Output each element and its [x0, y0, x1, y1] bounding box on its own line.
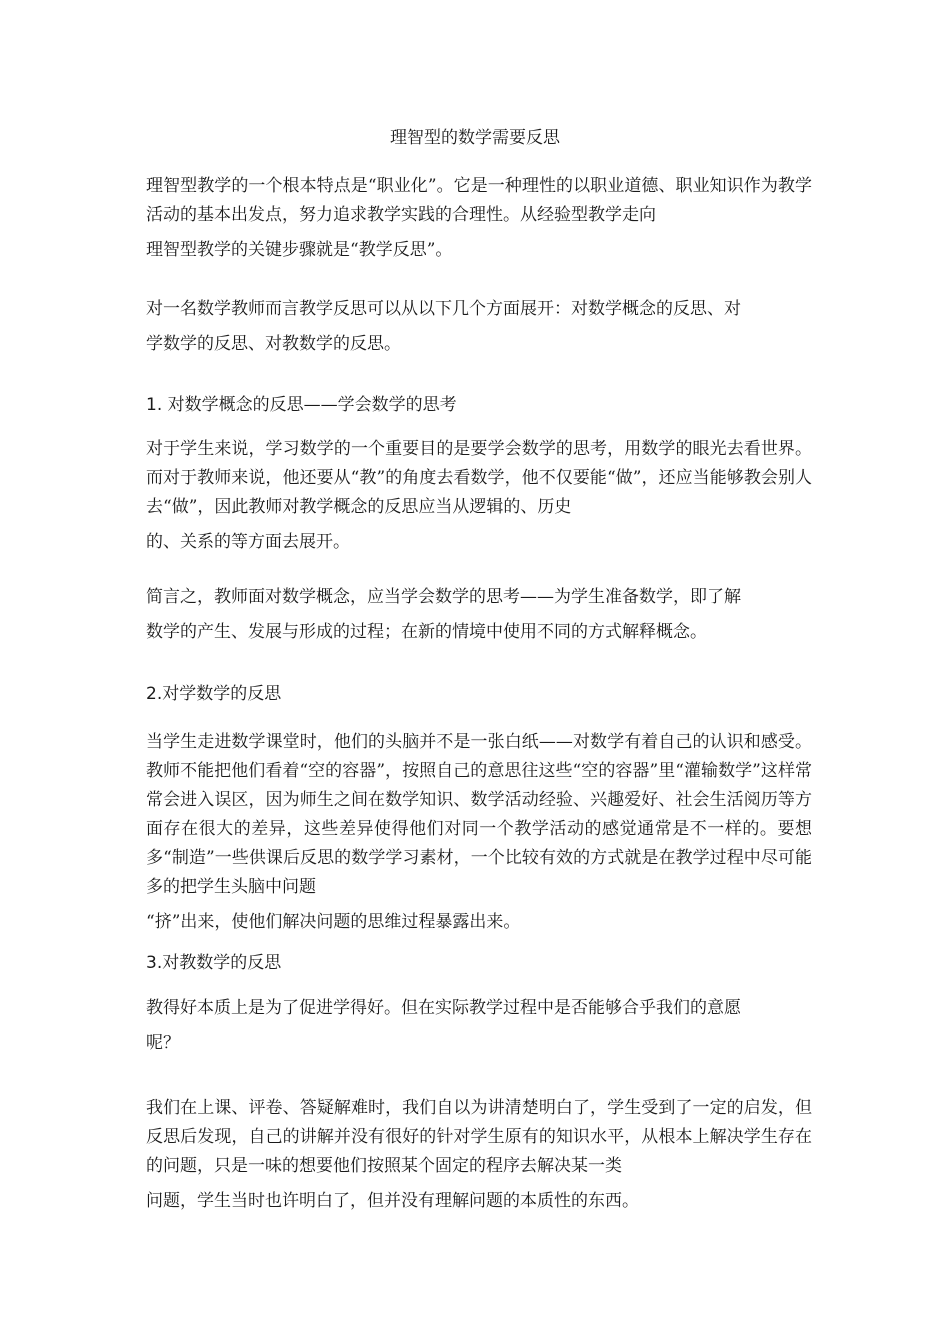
section-3-paragraph-1-last-line: 呢？: [146, 1033, 180, 1053]
section-1-paragraph-2-last-line: 数学的产生、发展与形成的过程；在新的情境中使用不同的方式解释概念。: [146, 622, 707, 642]
section-1-paragraph-2-text: 简言之，教师面对数学概念，应当学会数学的思考——为学生准备数学，即了解: [146, 587, 741, 607]
section-1-paragraph-1-text: 对于学生来说，学习数学的一个重要目的是要学会数学的思考，用数学的眼光去看世界。而对于教师来说，他还要从“教”的角度去看数学，他不仅要能“做”，还应当能够教会别人去“做”，因此教师对教学概念的反思应当从逻辑的、历史: [146, 439, 812, 517]
section-2-title: 对学数学的反思: [162, 684, 282, 704]
section-3-paragraph-1-text: 教得好本质上是为了促进学得好。但在实际教学过程中是否能够合乎我们的意愿: [146, 998, 741, 1018]
intro-text: 理智型教学的一个根本特点是“职业化”。它是一种理性的以职业道德、职业知识作为教学活动的基本出发点，努力追求教学实践的合理性。从经验型教学走向: [146, 176, 812, 225]
section-3-heading: [146, 951, 812, 975]
overview-last-line: 学数学的反思、对教数学的反思。: [146, 334, 401, 354]
section-3-paragraph-2: [146, 1094, 812, 1216]
section-2-heading: [146, 682, 812, 706]
section-3-paragraph-2-last-line: 问题，学生当时也许明白了，但并没有理解问题的本质性的东西。: [146, 1191, 639, 1211]
section-1-title: 对数学概念的反思——学会数学的思考: [162, 395, 457, 415]
overview-text: 对一名数学教师而言教学反思可以从以下几个方面展开：对数学概念的反思、对: [146, 299, 741, 319]
section-1-paragraph-2: [146, 583, 812, 647]
overview-paragraph: [146, 295, 812, 359]
section-2-paragraph-1-last-line: “挤”出来，使他们解决问题的思维过程暴露出来。: [146, 912, 521, 932]
section-2-paragraph-1: [146, 728, 812, 937]
intro-last-line: 理智型教学的关键步骤就是“教学反思”。: [146, 240, 453, 260]
section-1-number: 1.: [146, 395, 163, 415]
section-3-paragraph-1: [146, 994, 812, 1058]
section-2-number: 2.: [146, 684, 163, 704]
intro-paragraph: [146, 172, 812, 265]
section-3-paragraph-2-text: 我们在上课、评卷、答疑解难时，我们自以为讲清楚明白了，学生受到了一定的启发，但反思后发现，自己的讲解并没有很好的针对学生原有的知识水平，从根本上解决学生存在的问题，只是一味的想要他们按照某个固定的程序去解决某一类: [146, 1098, 812, 1176]
section-3-number: 3.: [146, 953, 163, 973]
section-1-heading: [146, 393, 812, 417]
document-title: 理智型的数学需要反思: [390, 128, 560, 148]
section-1-paragraph-1-last-line: 的、关系的等方面去展开。: [146, 532, 350, 552]
section-2-paragraph-1-text: 当学生走进数学课堂时，他们的头脑并不是一张白纸——对数学有着自己的认识和感受。教师不能把他们看着“空的容器”，按照自己的意思往这些“空的容器”里“灌输数学”这样常常会进入误区，因为师生之间在数学知识、数学活动经验、兴趣爱好、社会生活阅历等方面存在很大的差异，这些差异使得他们对同一个教学活动的感觉通常是不一样的。要想多“制造”一些供课后反思的数学学习素材，一个比较有效的方式就是在教学过程中尽可能多的把学生头脑中问题: [146, 732, 812, 897]
section-1-paragraph-1: [146, 435, 812, 557]
section-3-title: 对教数学的反思: [162, 953, 282, 973]
